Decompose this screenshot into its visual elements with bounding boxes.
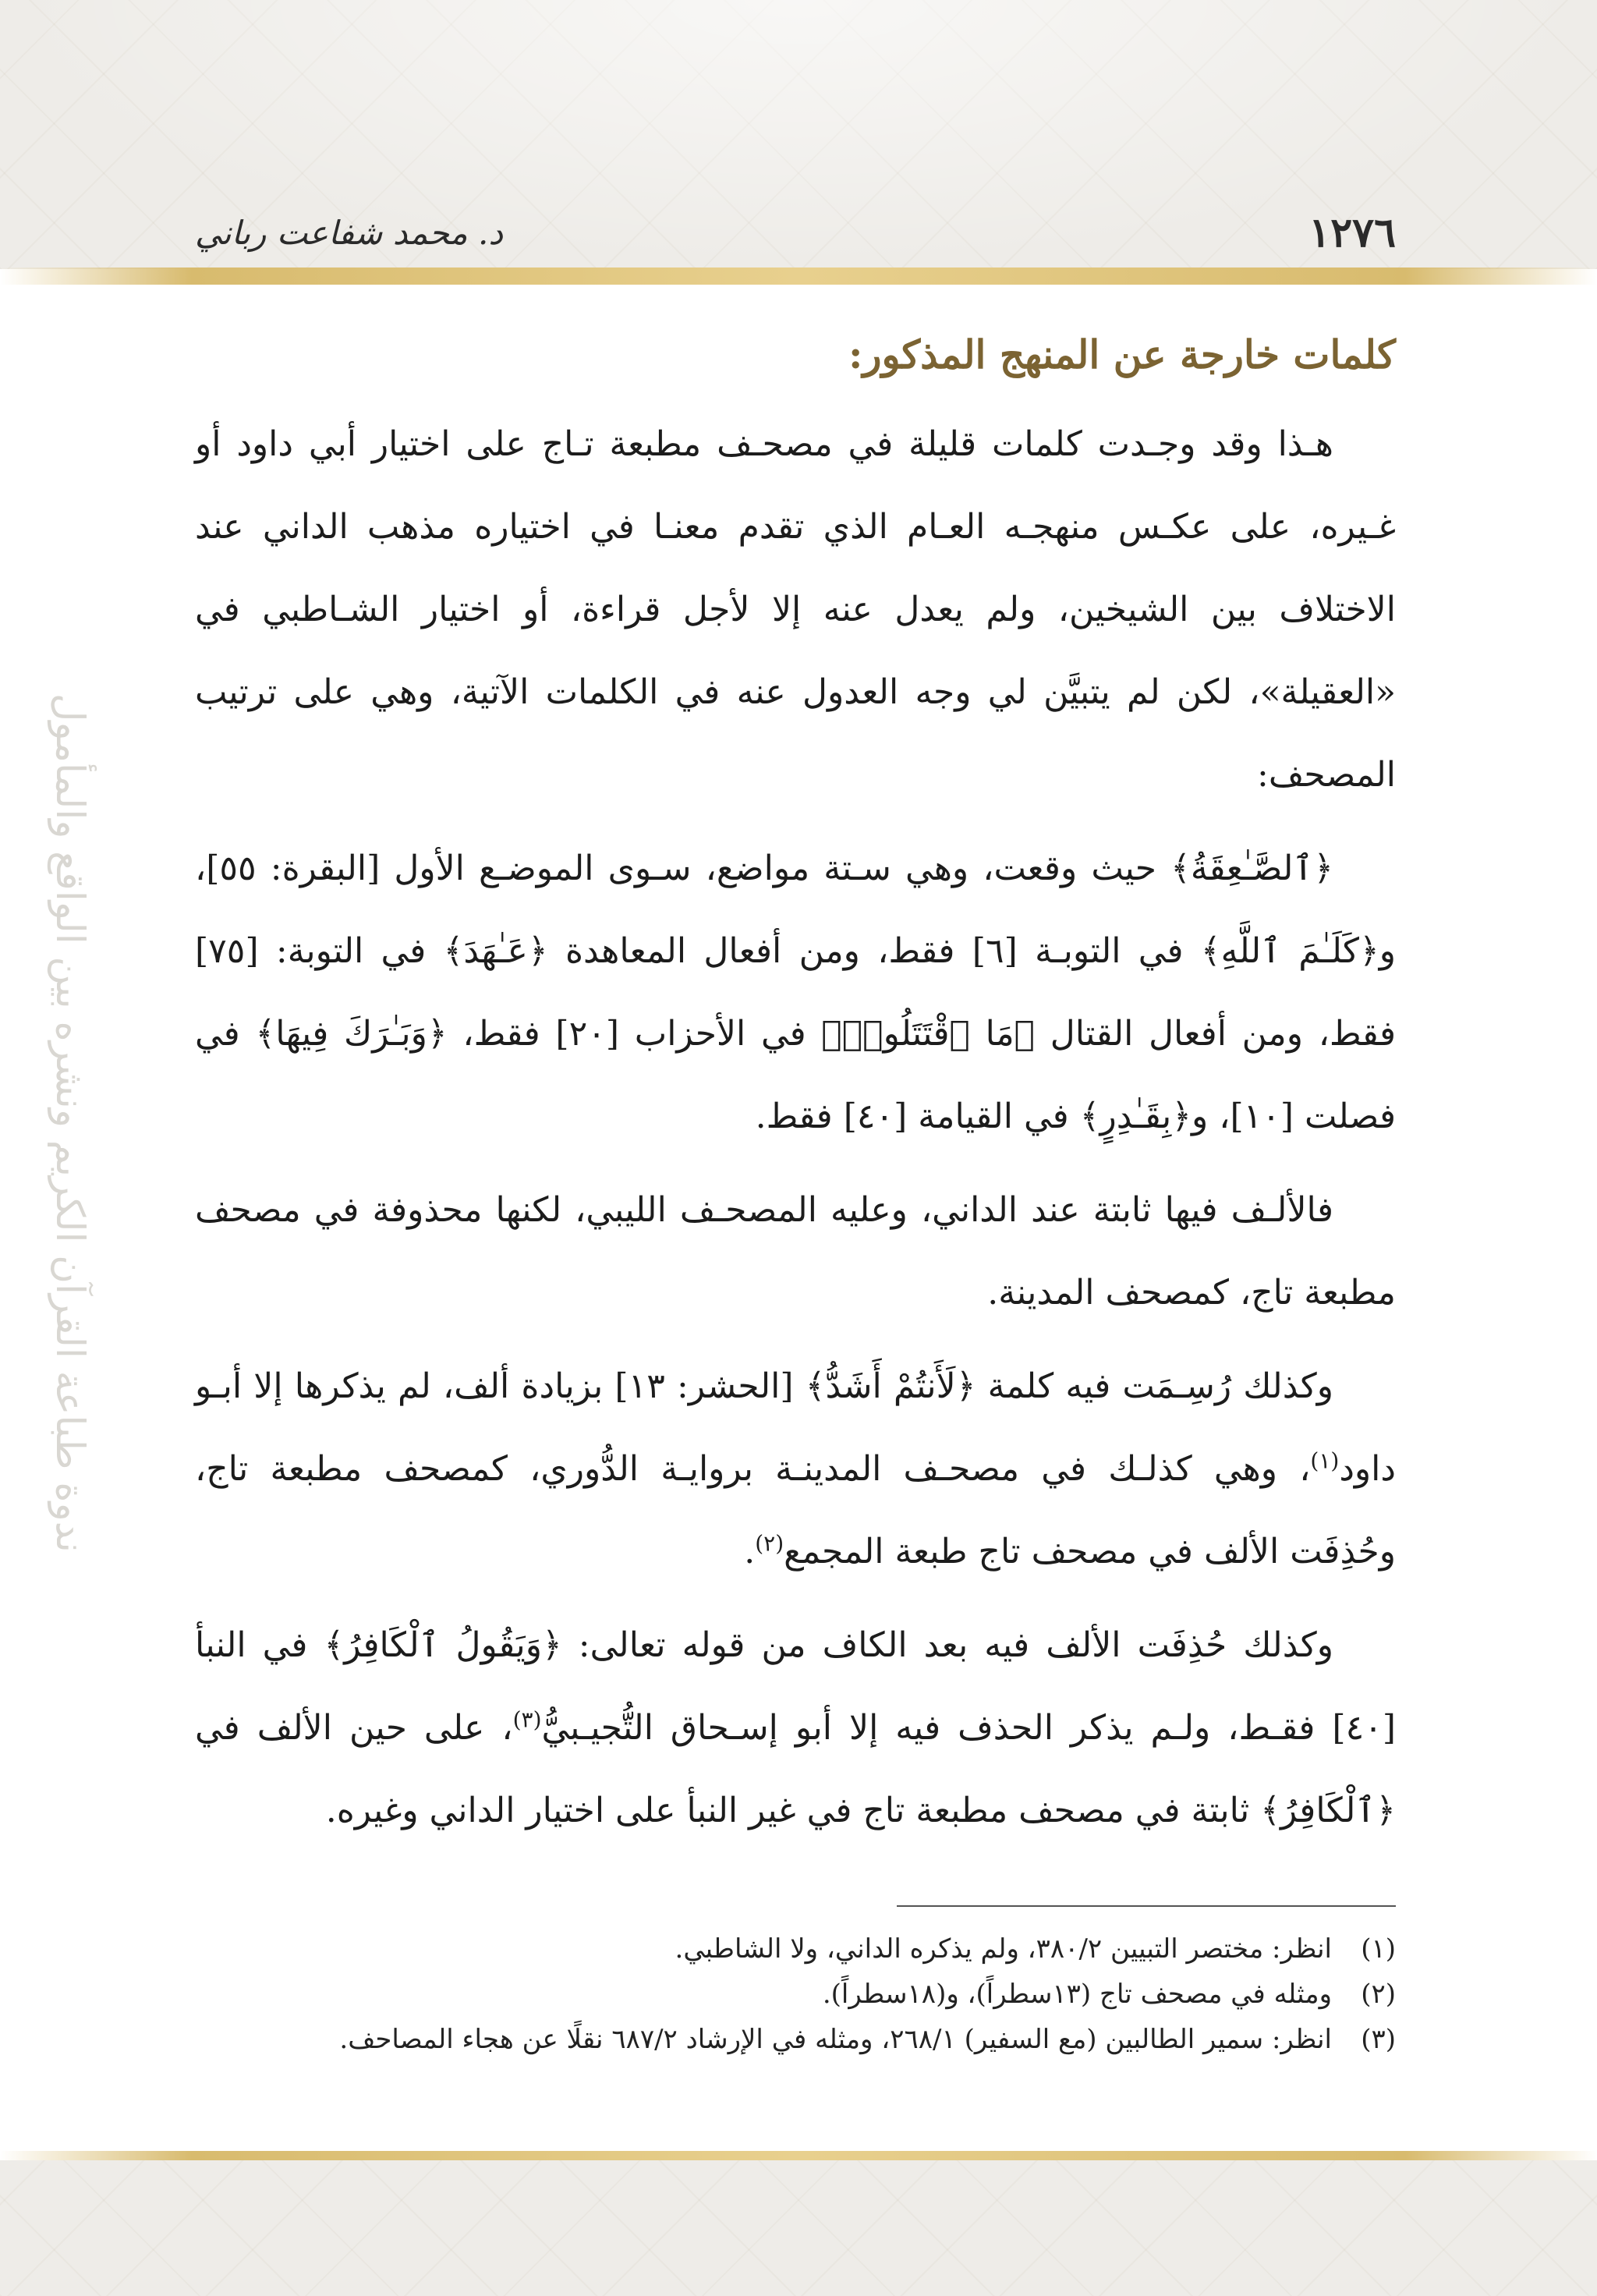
page-header <box>195 201 1396 264</box>
footnote-divider <box>897 1905 1396 1907</box>
paragraph-5 <box>195 1604 1396 1852</box>
footnote-2 <box>195 1972 1396 2017</box>
footnote-ref-2[interactable]: (٢) <box>755 1530 784 1557</box>
bottom-ornament-pattern <box>0 2160 1597 2296</box>
paragraph-2: ﴿ٱلصَّـٰعِقَةُ﴾ حيث وقعت، وهي سـتة مواضع، سـوى الموضـع الأول [البقرة: ٥٥]، و﴿كَلَـٰمَ ٱللَّهِ﴾ في التوبـة [٦] فقط، ومن أفعال المعاهدة ﴿عَـٰهَدَ﴾ في التوبة: [٧٥] فقط، ومن أفعال القتال ﴿مَا ٱقْتَتَلُوا۟﴾ في الأحزاب [٢٠] فقط، ﴿وَبَـٰرَكَ فِيهَا﴾ في فصلت [١٠]، و﴿بِقَـٰدِرٍ﴾ في القيامة [٤٠] فقط. <box>195 849 1396 1136</box>
footnote-3 <box>195 2017 1396 2062</box>
paragraph-4-part-2: ، وهي كذلـك في مصحـف المدينـة بروايـة الدُّوري، كمصحف مطبعة تاج، وحُذِفَت الألف في مصحف تاج طبعة المجمع <box>195 1449 1396 1571</box>
paragraph-5-part-2: ، على حين الألف في ﴿ٱلْكَافِرُ﴾ ثابتة في مصحف مطبعة تاج في غير النبأ على اختيار الداني وغيره. <box>195 1708 1396 1830</box>
footnote-1-number: (١) <box>1361 1933 1396 1965</box>
paragraph-5-part-1: وكذلك حُذِفَت الألف فيه بعد الكاف من قوله تعالى: ﴿وَيَقُولُ ٱلْكَافِرُ﴾ في النبأ [٤٠] فقـط، ولـم يذكر الحذف فيه إلا أبو إسـحاق التُّجيـبيُّ <box>195 1625 1396 1748</box>
paragraph-3: فالألـف فيها ثابتة عند الداني، وعليه المصحـف الليبي، لكنها محذوفة في مصحف مطبعة تاج، كمصحف المدينة. <box>195 1190 1396 1313</box>
page-number: ١٢٧٦ <box>1308 208 1396 257</box>
paragraph-1: هـذا وقد وجـدت كلمات قليلة في مصحـف مطبعة تـاج على اختيار أبي داود أو غـيره، على عكـس منهجـه العـام الذي تقدم معنـا في اختياره مذهب الداني عند الاختلاف بين الشيخين، ولم يعدل عنه إلا لأجل قراءة، أو اختيار الشـاطبي في «العقيلة»، لكن لم يتبيَّن لي وجه العدول عنه في الكلمات الآتية، وهي على ترتيب المصحف: <box>195 424 1396 795</box>
paragraph-4-part-3: . <box>744 1532 756 1571</box>
footnote-1 <box>195 1926 1396 1972</box>
footnote-2-text: ومثله في مصحف تاج (١٣سطراً)، و(١٨سطراً). <box>822 1979 1332 2010</box>
paragraph-4 <box>195 1345 1396 1593</box>
footnote-ref-1[interactable]: (١) <box>1310 1447 1340 1474</box>
footnote-3-number: (٣) <box>1361 2024 1396 2055</box>
running-head-author: د. محمد شفاعت رباني <box>195 213 504 252</box>
side-watermark-text: ندوة طباعة القرآن الكريم ونشره بين الواقع والمأمول <box>48 693 94 1553</box>
side-watermark <box>8 693 133 1553</box>
footnote-1-text: انظر: مختصر التبيين ٣٨٠/٢، ولم يذكره الداني، ولا الشاطبي. <box>675 1933 1332 1965</box>
main-content <box>195 314 1396 1863</box>
footnote-ref-3[interactable]: (٣) <box>512 1706 542 1733</box>
footnote-3-text: انظر: سمير الطالبين (مع السفير) ٢٦٨/١، ومثله في الإرشاد ٦٨٧/٢ نقلًا عن هجاء المصاحف. <box>339 2024 1332 2055</box>
top-gold-band <box>0 268 1597 285</box>
footnote-2-number: (٢) <box>1361 1979 1396 2010</box>
paragraph-4-part-1: وكذلك رُسِـمَت فيه كلمة ﴿لَأَنتُمْ أَشَدُّ﴾ [الحشر: ١٣] بزيادة ألف، لم يذكرها إلا أبـو داود <box>195 1366 1396 1489</box>
section-title: كلمات خارجة عن المنهج المذكور: <box>848 331 1396 377</box>
footnotes <box>195 1926 1396 2062</box>
